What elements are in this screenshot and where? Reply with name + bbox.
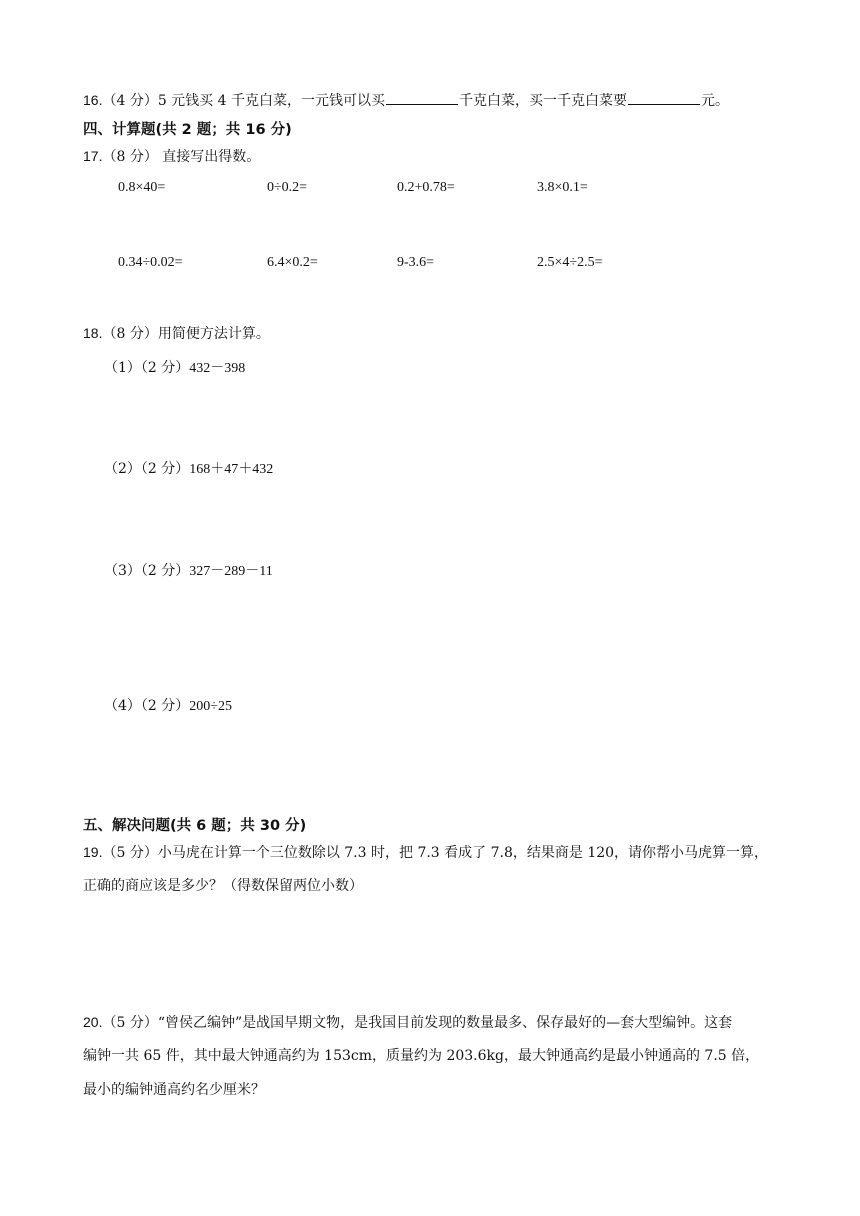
- sub-question: [104, 696, 232, 717]
- question-text: 千克白菜，买一千克白菜要: [459, 93, 627, 109]
- question-number: 17.: [83, 148, 103, 164]
- section-title: 四、计算题(共 2 题；共 16 分): [83, 122, 292, 138]
- question-score: （5 分）: [102, 845, 158, 861]
- sub-question-expression: 200÷25: [189, 699, 232, 714]
- question-number: 18.: [83, 325, 103, 341]
- question-text: 用简便方法计算。: [157, 326, 270, 342]
- sub-question: [104, 561, 273, 582]
- question-18: [83, 323, 270, 344]
- question-text: 5 元钱买 4 千克白菜，一元钱可以买: [157, 93, 385, 109]
- question-text: 直接写出得数。: [157, 149, 261, 165]
- question-number: 16.: [83, 92, 103, 108]
- section-title: 五、解决问题(共 6 题；共 30 分): [83, 818, 307, 834]
- question-17: [83, 146, 260, 167]
- sub-question-label: （3）（2 分）: [104, 563, 190, 579]
- question-score: （8 分）: [102, 149, 158, 165]
- question-19: [83, 842, 768, 863]
- answer-blank[interactable]: [628, 90, 700, 105]
- question-number: 20.: [83, 1014, 103, 1030]
- calc-item: 9-3.6=: [397, 255, 435, 270]
- question-score: （8 分）: [102, 326, 158, 342]
- sub-question-label: （1）（2 分）: [104, 360, 190, 376]
- calc-item: 2.5×4÷2.5=: [537, 255, 603, 270]
- question-score: （4 分）: [102, 93, 158, 109]
- question-text-continued: 最小的编钟通高约名少厘米？: [83, 1082, 265, 1098]
- question-text-continued: 编钟一共 65 件，其中最大钟通高约为 153cm，质量约为 203.6kg，最大钟通高约是最小钟通高的 7.5 倍，: [83, 1048, 760, 1064]
- question-text: “曾侯乙编钟”是战国早期文物，是我国目前发现的数量最多、保存最好的—套大型编钟。这套: [157, 1015, 733, 1031]
- question-number: 19.: [83, 844, 103, 860]
- calc-item: 0.2+0.78=: [397, 180, 455, 195]
- question-16: [83, 90, 729, 111]
- question-text: 元。: [701, 93, 729, 109]
- question-text-continued: 正确的商应该是多少？（得数保留两位小数）: [83, 878, 363, 894]
- question-20: [83, 1012, 732, 1033]
- sub-question-expression: 432－398: [189, 361, 246, 376]
- answer-blank[interactable]: [386, 90, 458, 105]
- sub-question: [104, 358, 245, 379]
- calc-item: 0÷0.2=: [267, 180, 308, 195]
- question-score: （5 分）: [102, 1015, 158, 1031]
- sub-question-expression: 327－289－11: [189, 564, 273, 579]
- sub-question-expression: 168＋47＋432: [189, 462, 274, 477]
- sub-question-label: （2）（2 分）: [104, 461, 190, 477]
- sub-question: [104, 459, 273, 480]
- question-text: 小马虎在计算一个三位数除以 7.3 时，把 7.3 看成了 7.8，结果商是 120，请你帮小马虎算一算，: [157, 845, 769, 861]
- calc-item: 3.8×0.1=: [537, 180, 588, 195]
- calc-item: 0.34÷0.02=: [118, 255, 183, 270]
- sub-question-label: （4）（2 分）: [104, 698, 190, 714]
- calc-item: 6.4×0.2=: [267, 255, 318, 270]
- calc-item: 0.8×40=: [118, 180, 166, 195]
